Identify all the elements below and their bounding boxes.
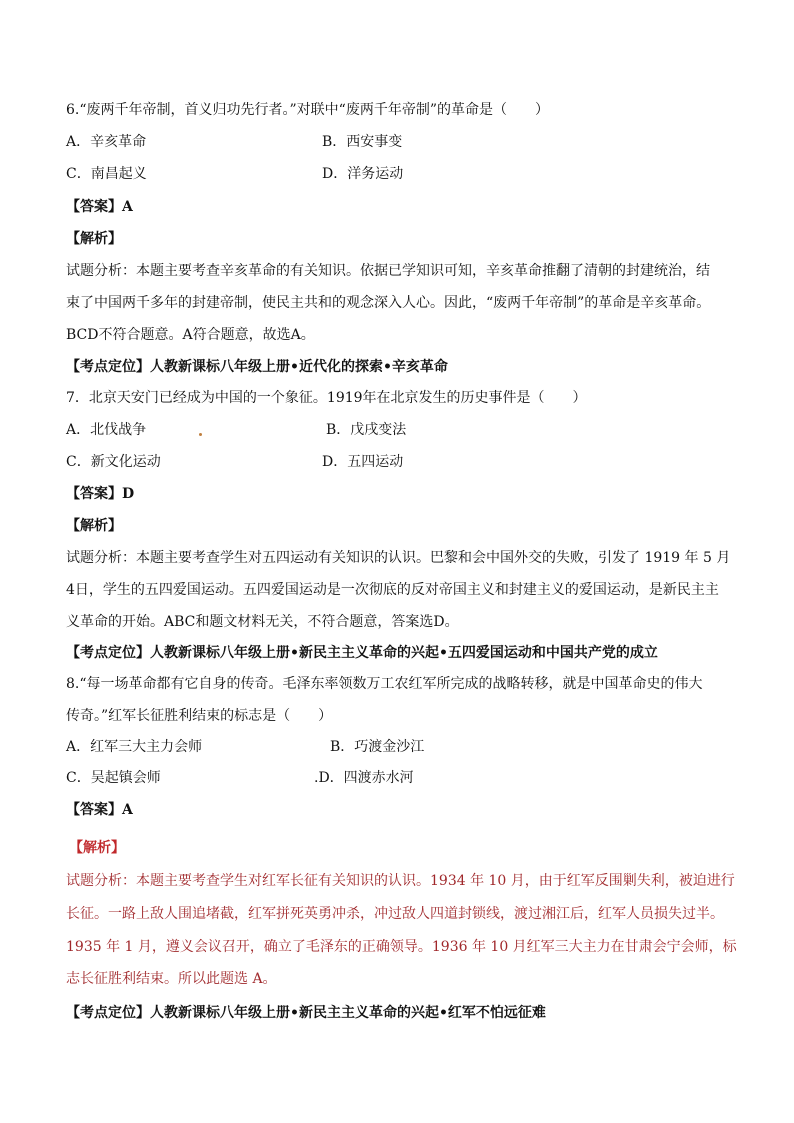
q6-stem: 6.“废两千年帝制，首义归功先行者。”对联中“废两千年帝制”的革命是（ ） xyxy=(66,102,549,118)
q6-answer: 【答案】A xyxy=(66,199,133,215)
q8-option-a: A．红军三大主力会师 xyxy=(66,739,203,755)
q8-analysis-line-1: 试题分析：本题主要考查学生对红军长征有关知识的认识。1934 年 10 月，由于红军反围剿失利，被迫进行 xyxy=(66,873,735,889)
q7-option-a: A．北伐战争 xyxy=(66,422,147,438)
q8-analysis-line-4: 志长征胜利结束。所以此题选 A。 xyxy=(66,971,277,987)
q7-analysis-line-2: 4日，学生的五四爱国运动。五四爱国运动是一次彻底的反对帝国主义和封建主义的爱国运动，是新民主主 xyxy=(66,582,719,598)
q8-point: 【考点定位】人教新课标八年级上册•新民主主义革命的兴起•红军不怕远征难 xyxy=(66,1005,546,1021)
q8-analysis-line-3: 1935 年 1 月，遵义会议召开，确立了毛泽东的正确领导。1936 年 10 月红军三大主力在甘肃会宁会师，标 xyxy=(66,939,737,955)
q6-analysis-line-1: 试题分析：本题主要考查辛亥革命的有关知识。依据已学知识可知，辛亥革命推翻了清朝的封建统治，结 xyxy=(66,263,710,279)
q6-point: 【考点定位】人教新课标八年级上册•近代化的探索•辛亥革命 xyxy=(66,359,448,375)
q6-analysis-line-2: 束了中国两千多年的封建帝制，使民主共和的观念深入人心。因此，“废两千年帝制”的革命是辛亥革命。 xyxy=(66,295,711,311)
q7-stem: 7．北京天安门已经成为中国的一个象征。1919年在北京发生的历史事件是（ ） xyxy=(66,390,587,406)
stray-dot-mark xyxy=(199,433,202,436)
q8-option-d: .D．四渡赤水河 xyxy=(314,770,414,786)
q6-option-b: B．西安事变 xyxy=(322,134,403,150)
q8-stem-line-1: 8.“每一场革命都有它自身的传奇。毛泽东率领数万工农红军所完成的战略转移，就是中国革命史的伟大 xyxy=(66,676,703,692)
q8-answer: 【答案】A xyxy=(66,802,133,818)
q7-analysis-line-3: 义革命的开始。ABC和题文材料无关，不符合题意，答案选D。 xyxy=(66,614,459,630)
q8-option-c: C．吴起镇会师 xyxy=(66,770,161,786)
q8-stem-line-2: 传奇。”红军长征胜利结束的标志是（ ） xyxy=(66,708,333,724)
q8-analysis-label: 【解析】 xyxy=(69,840,125,856)
q6-option-c: C．南昌起义 xyxy=(66,166,147,182)
q7-analysis-line-1: 试题分析：本题主要考查学生对五四运动有关知识的认识。巴黎和会中国外交的失败，引发了 1919 年 5 月 xyxy=(66,550,731,566)
q6-option-a: A．辛亥革命 xyxy=(66,134,147,150)
q7-option-c: C．新文化运动 xyxy=(66,454,161,470)
q6-analysis-label: 【解析】 xyxy=(66,231,122,247)
q7-analysis-label: 【解析】 xyxy=(66,518,122,534)
q8-analysis-line-2: 长征。一路上敌人围追堵截，红军拼死英勇冲杀，冲过敌人四道封锁线，渡过湘江后，红军人员损失过半。 xyxy=(66,906,724,922)
q6-analysis-line-3: BCD不符合题意。A符合题意，故选A。 xyxy=(66,327,315,343)
q7-point: 【考点定位】人教新课标八年级上册•新民主主义革命的兴起•五四爱国运动和中国共产党的成立 xyxy=(66,645,658,661)
q6-option-d: D．洋务运动 xyxy=(322,166,404,182)
q7-option-d: D．五四运动 xyxy=(322,454,404,470)
q7-answer: 【答案】D xyxy=(66,486,135,502)
q7-option-b: B．戊戌变法 xyxy=(326,422,407,438)
q8-option-b: B．巧渡金沙江 xyxy=(330,739,425,755)
